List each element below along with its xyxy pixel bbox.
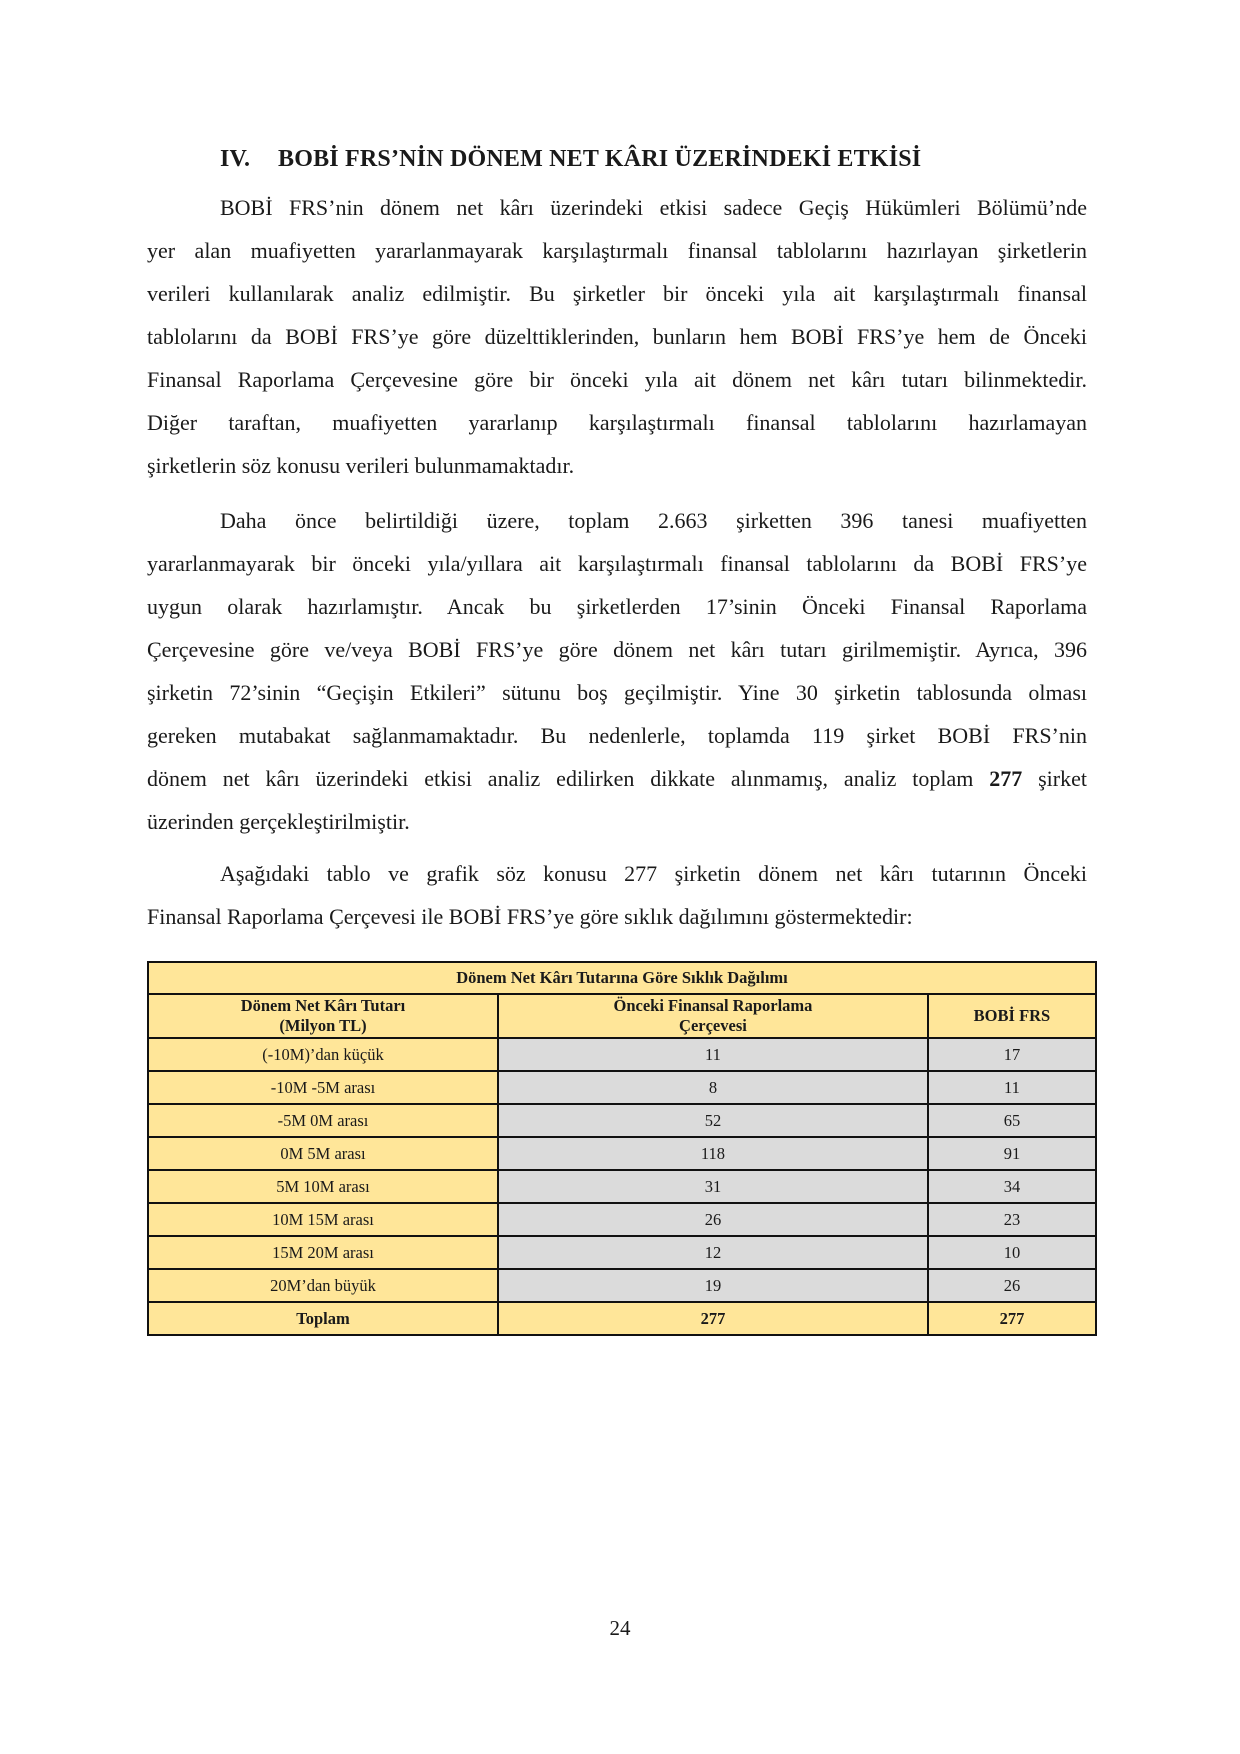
row-label: 20M’dan büyük [148,1269,498,1302]
paragraph-line: BOBİ FRS’nin dönem net kârı üzerindeki etkisi sadece Geçiş Hükümleri Bölümü’nde [220,195,1087,220]
total-bobi: 277 [928,1302,1096,1335]
table-row [148,1203,1096,1236]
paragraph-line: Finansal Raporlama Çerçevesine göre bir önceki yıla ait dönem net kârı tutarı bilinmektedir. [147,367,1087,392]
bobi-value: 91 [928,1137,1096,1170]
table-header-row [148,994,1096,1038]
onceki-value: 11 [498,1038,928,1071]
onceki-value: 8 [498,1071,928,1104]
table-title: Dönem Net Kârı Tutarına Göre Sıklık Dağılımı [148,962,1096,994]
paragraph-line: tablolarını da BOBİ FRS’ye göre düzelttiklerinden, bunların hem BOBİ FRS’ye hem de Önceki [147,324,1087,349]
paragraph-1 [147,186,1087,487]
paragraph-line: yer alan muafiyetten yararlanmayarak karşılaştırmalı finansal tablolarını hazırlayan şirketlerin [147,238,1087,263]
table-row [148,1137,1096,1170]
bobi-value: 26 [928,1269,1096,1302]
bobi-value: 10 [928,1236,1096,1269]
onceki-value: 31 [498,1170,928,1203]
table-total-row [148,1302,1096,1335]
row-label: 5M 10M arası [148,1170,498,1203]
paragraph-line: yararlanmayarak bir önceki yıla/yıllara ait karşılaştırmalı finansal tablolarını da BOBİ FRS’ye [147,551,1087,576]
paragraph-line: Diğer taraftan, muafiyetten yararlanıp karşılaştırmalı finansal tablolarını hazırlamayan [147,410,1087,435]
header-bobi: BOBİ FRS [928,994,1096,1038]
page-number: 24 [609,1616,631,1640]
bobi-value: 23 [928,1203,1096,1236]
paragraph-line: Çerçevesine göre ve/veya BOBİ FRS’ye göre dönem net kârı tutarı girilmemiştir. Ayrıca, 396 [147,637,1087,662]
onceki-value: 118 [498,1137,928,1170]
table-row [148,1170,1096,1203]
row-label: (-10M)’dan küçük [148,1038,498,1071]
row-label: 10M 15M arası [148,1203,498,1236]
paragraph-line: verileri kullanılarak analiz edilmiştir. Bu şirketler bir önceki yıla ait karşılaştırmalı finansal [147,281,1087,306]
section-heading [220,146,921,173]
bobi-value: 17 [928,1038,1096,1071]
header-text: (Milyon TL) [279,1016,367,1035]
row-label: -10M -5M arası [148,1071,498,1104]
table-row [148,1071,1096,1104]
paragraph-text: şirket [1022,766,1087,791]
table-row [148,1104,1096,1137]
paragraph-2 [147,499,1087,843]
paragraph-text: dönem net kârı üzerindeki etkisi analiz edilirken dikkate alınmamış, analiz toplam [147,766,990,791]
row-label: -5M 0M arası [148,1104,498,1137]
total-onceki: 277 [498,1302,928,1335]
section-number: IV. [220,146,251,172]
header-text: Çerçevesi [679,1016,747,1035]
onceki-value: 52 [498,1104,928,1137]
row-label: 15M 20M arası [148,1236,498,1269]
section-title: BOBİ FRS’NİN DÖNEM NET KÂRI ÜZERİNDEKİ ETKİSİ [278,146,922,172]
table-row [148,1038,1096,1071]
paragraph-line: uygun olarak hazırlamıştır. Ancak bu şirketlerden 17’sinin Önceki Finansal Raporlama [147,594,1087,619]
paragraph-3 [147,852,1087,938]
bold-count: 277 [989,766,1023,791]
table-title-row [148,962,1096,994]
onceki-value: 26 [498,1203,928,1236]
paragraph-line-with-bold [147,757,1087,800]
row-label: 0M 5M arası [148,1137,498,1170]
header-amount [148,994,498,1038]
paragraph-line: üzerinden gerçekleştirilmiştir. [147,809,410,834]
table-row [148,1236,1096,1269]
bobi-value: 11 [928,1071,1096,1104]
header-text: Önceki Finansal Raporlama [613,996,813,1015]
header-onceki [498,994,928,1038]
paragraph-line: Daha önce belirtildiği üzere, toplam 2.663 şirketten 396 tanesi muafiyetten [220,508,1087,533]
paragraph-line: Aşağıdaki tablo ve grafik söz konusu 277 şirketin dönem net kârı tutarının Önceki [220,861,1087,886]
table-row [148,1269,1096,1302]
paragraph-line: şirketlerin söz konusu verileri bulunmamaktadır. [147,453,575,478]
bobi-value: 65 [928,1104,1096,1137]
paragraph-line: şirketin 72’sinin “Geçişin Etkileri” sütunu boş geçilmiştir. Yine 30 şirketin tablosunda olması [147,680,1087,705]
total-label: Toplam [148,1302,498,1335]
paragraph-line: Finansal Raporlama Çerçevesi ile BOBİ FRS’ye göre sıklık dağılımını göstermektedir: [147,904,913,929]
bobi-value: 34 [928,1170,1096,1203]
frequency-distribution-table [147,961,1097,1336]
header-text: Dönem Net Kârı Tutarı [240,996,406,1015]
paragraph-line: gereken mutabakat sağlanmamaktadır. Bu nedenlerle, toplamda 119 şirket BOBİ FRS’nin [147,723,1087,748]
onceki-value: 19 [498,1269,928,1302]
onceki-value: 12 [498,1236,928,1269]
